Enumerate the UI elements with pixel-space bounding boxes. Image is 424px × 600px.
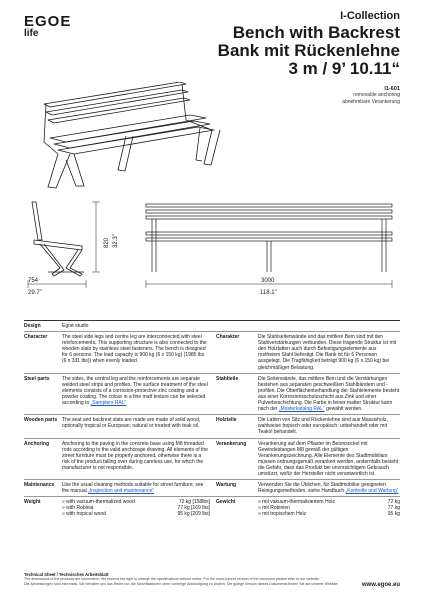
bench-front-view xyxy=(134,196,404,300)
maintenance-text-en: Use the usual cleaning methods suitable for street furniture, see the manual xyxy=(62,482,204,495)
anchoring-text-de: Verankerung auf dem Pflaster im Betonsockel mit Gewindestangen M8 gemäß der gültigen Verankerungszeichnung. Alle Elemente des Stadtmobiliars müssen ordnungsgemäß verankert werden, andernfalls besteht die Gefahr, dass das Produkt bei unvorsichtigem Gebrauch umstürzt, wofür der Hersteller nicht verantwortlich ist. xyxy=(258,440,399,477)
footer-disclaimer-de: Die Abmessungen sind informativ. Wir behalten uns das Recht vor, die Spezifikationen ohne vorherige Ankündigung zu ändern. Die gültige Version dieses Dokuments finden Sie auf unserer Website. xyxy=(24,581,339,586)
length-in-label: 118.1" xyxy=(260,290,277,296)
wood-text-en: The seat and backrest slats are made are made of solid wood, optionally tropical or European; natural or treated with teak oil. xyxy=(62,417,201,430)
spec-row-character xyxy=(24,331,400,373)
steel-label-de: Stahlteile xyxy=(216,375,239,382)
weight-row-value: 95 kg [209 lbs] xyxy=(177,511,210,518)
wood-label-de: Holzteile xyxy=(216,417,237,424)
wood-text-de: Die Latten von Sitz und Rückenlehne sind aus Massivholz, wahlweise tropisch oder europäisch; unbehandelt oder mit Teaköl behandelt. xyxy=(258,417,388,436)
maintenance-text-de: Verwenden Sie die Üblichen, für Stadtmobiliar geeigneten Reinigungsmethoden, siehe Handbuch xyxy=(258,482,386,495)
steel-cell-de xyxy=(258,376,400,413)
anchoring-label-de: Verankerung xyxy=(216,440,247,447)
spec-row-wood xyxy=(24,414,400,437)
maintenance-cell-en xyxy=(62,482,216,494)
weight-row-en xyxy=(62,511,210,517)
musterkatalog-ral-link[interactable]: „Musterkatalog RAL“ xyxy=(278,406,325,413)
brand-logo xyxy=(24,14,71,39)
weight-row-value: 95 kg xyxy=(387,511,400,518)
maintenance-label-de: Wartung xyxy=(216,482,237,489)
anchoring-text-en: Anchoring to the paving in the concrete base using M8 threaded rods according to the valid anchorage drawing. All elements of the street furniture must be properly anchored, otherwise there is a risk of the product falling over during careless use, for which the manufacturer is not responsible. xyxy=(62,440,208,471)
design-value: Egoé studio xyxy=(62,323,89,329)
character-text-en: The steel side legs and centre leg are interconnected with steel reinforcements. This supporting structure is also connected to the wooden slats by stainless steel fasteners. The bench is designed for 6 persons. The load capacity is 900 kg (6 x 150 kg) (1985 lbs (6 x 331 lbs)) when evenly loaded. xyxy=(62,334,207,365)
steel-cell-en xyxy=(62,376,216,413)
weight-list-de xyxy=(258,499,400,517)
character-label-de: Charakter xyxy=(216,334,240,341)
length-mm-label: 3000 xyxy=(261,278,275,284)
steel-text-de: Die Seitenwände, das mittlere Bein und die Verstärkungen bestehen aus separaten geschweißten Stahlbändern und -profilen. Die Oberflächenbehandlung der Stahlelemente besteht aus einer Korrosionsschutzschicht aus Zink und einer Pulverbeschichtung. Die Farbe in feiner matter Struktur kann nach der xyxy=(258,375,400,413)
spec-row-anchoring xyxy=(24,438,400,480)
spec-row-steel xyxy=(24,373,400,415)
maintenance-cell-de xyxy=(258,482,400,494)
footer xyxy=(24,573,400,586)
weight-row-value: 72 kg [158lbs] xyxy=(178,499,210,506)
depth-in-label: 29.7" xyxy=(28,290,42,296)
steel-text-en: The sides, the central leg and the reinforcements are separate welded steel strips and profiles. The surface treatment of the steel elements consists of a corrosion-protective zinc coating and a powder coating. The colour in a fine matt texture can be selected according to xyxy=(62,375,208,407)
weight-row-label: » mit tropischem Holz xyxy=(258,511,307,518)
title-de: Bank mit Rückenlehne xyxy=(217,41,400,60)
footer-disclaimer-en: The dimensions of the products are informative. We reserve the right to change the specifications without notice. For the most current version of the document please refer to our website. xyxy=(24,577,320,582)
title-en: Bench with Backrest xyxy=(232,23,400,42)
weight-row-label: » with tropical wood xyxy=(62,511,106,518)
maintenance-label-en: Maintenance xyxy=(24,482,55,489)
anchor-note-de: abnehmbare Verankerung xyxy=(342,98,400,105)
weight-list-en xyxy=(62,499,216,517)
brand-sub: life xyxy=(24,28,39,39)
collection-name: I-Collection xyxy=(340,10,400,22)
depth-mm-label: 754 xyxy=(28,278,39,284)
spec-row-design xyxy=(24,320,400,331)
spec-row-weight xyxy=(24,496,400,519)
character-text-de: Die Stahlseitenwände und das mittlere Bein sind mit den Stahlverstärkungen verbunden. Diese tragende Struktur ist mit den Holzlatten auch durch Befestigungselemente aus rostfreiem Stahl befestigt. Die Bank ist für 6 Personen ausgelegt. Die Tragfähigkeit beträgt 900 kg (6 x 150 kg) bei gleichmäßiger Belastung. xyxy=(258,334,397,371)
weight-row-value: 77 kg xyxy=(387,505,400,512)
steel-label-en: Steel parts xyxy=(24,375,50,382)
footer-heading: Technical Sheet / Technisches Arbeitsblatt xyxy=(24,572,109,577)
website-link[interactable]: www.egoe.eu xyxy=(361,582,400,588)
height-in-label: 32.3" xyxy=(113,234,119,248)
anchoring-label-en: Anchoring xyxy=(24,440,49,447)
samplers-ral-link[interactable]: „Samplers RAL“ xyxy=(90,400,127,407)
weight-row-label: » with Robinia xyxy=(62,505,94,512)
weight-row-label: » mit Robinien xyxy=(258,505,290,512)
size-title: 3 m / 9’ 10.11“ xyxy=(288,59,400,78)
height-mm-label: 820 xyxy=(104,237,110,248)
inspection-maintenance-link[interactable]: „Inspection and maintenance“ xyxy=(88,488,155,495)
spec-row-maintenance xyxy=(24,479,400,496)
bench-side-view xyxy=(20,196,120,306)
character-label-en: Character xyxy=(24,334,48,341)
kontrolle-wartung-link[interactable]: „Kontrolle und Wartung“ xyxy=(345,488,399,495)
steel-tail-de: gewählt werden. xyxy=(326,406,363,413)
spec-table xyxy=(24,320,400,520)
weight-row-de xyxy=(258,511,400,517)
weight-label-de: Gewicht xyxy=(216,499,236,506)
article-number: I1-601 xyxy=(384,86,400,92)
anchor-note-en: removable anchoring xyxy=(353,92,400,98)
bench-perspective-drawing xyxy=(30,82,250,190)
weight-row-label: » with vacuum-thermalized wood xyxy=(62,499,135,506)
weight-row-label: » mit vakuum-thermalisiertem Holz xyxy=(258,499,335,506)
weight-row-value: 77 kg [169 lbs] xyxy=(177,505,210,512)
brand-name: EGOE xyxy=(24,13,72,30)
wood-label-en: Wooden parts xyxy=(24,417,58,424)
weight-label-en: Weight xyxy=(24,499,41,506)
weight-row-value: 72 kg xyxy=(387,499,400,506)
design-label: Design xyxy=(24,323,41,329)
